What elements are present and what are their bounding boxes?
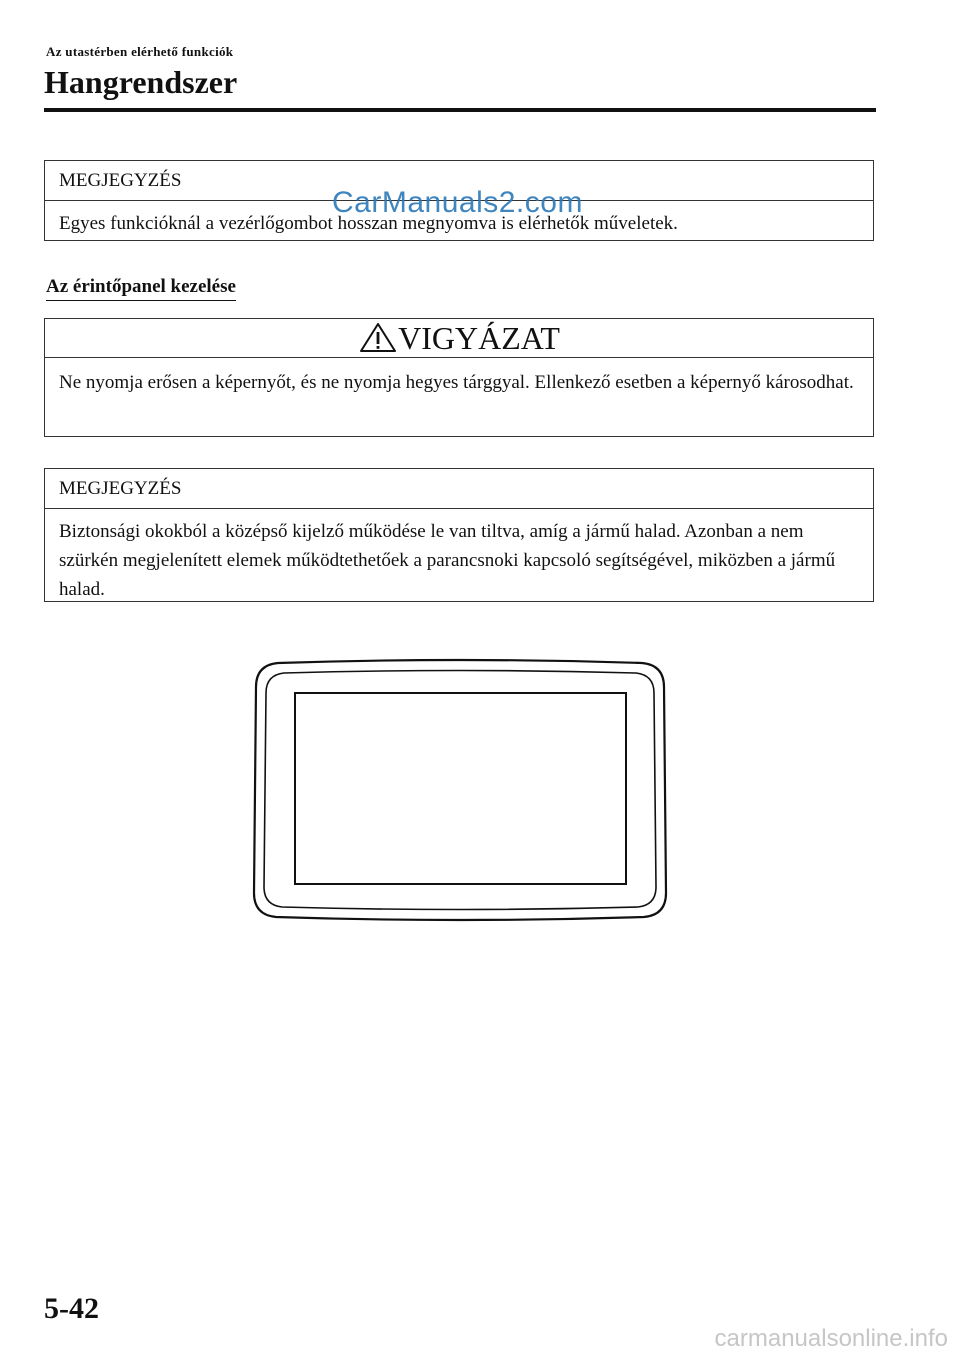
note-text: Egyes funkcióknál a vezérlőgombot hosszan megnyomva is elérhetők műveletek. [59,213,678,234]
display-inner-frame [264,671,656,910]
note-text-2: Biztonsági okokból a középső kijelző működése le van tiltva, amíg a jármű halad. Azonban a nem szürkén megjelenített elemek működtethetőek a parancsnoki kapcsoló segítségével, miközben a jármű halad. [59,521,836,600]
note-heading: MEGJEGYZÉS [45,161,873,201]
breadcrumb: Az utastérben elérhető funkciók [46,44,234,59]
caution-heading: VIGYÁZAT [398,320,560,356]
title-divider [44,108,876,112]
watermark-bottom: carmanualsonline.info [714,1325,948,1352]
page-title: Hangrendszer [44,64,238,100]
note-heading-2: MEGJEGYZÉS [45,469,873,509]
watermark-top: CarManuals2.com [332,186,583,219]
display-outer-frame [254,660,666,920]
caution-text: Ne nyomja erősen a képernyőt, és ne nyomja hegyes tárggyal. Ellenkező esetben a képernyő károsodhat. [59,372,854,393]
caution-box [44,318,874,437]
warning-triangle-icon [358,321,398,353]
note-box-2 [44,468,874,602]
page-number: 5-42 [44,1292,99,1325]
center-display-illustration [250,657,670,923]
section-heading: Az érintőpanel kezelése [46,275,236,301]
display-screen [295,693,626,884]
caution-header [45,319,873,358]
